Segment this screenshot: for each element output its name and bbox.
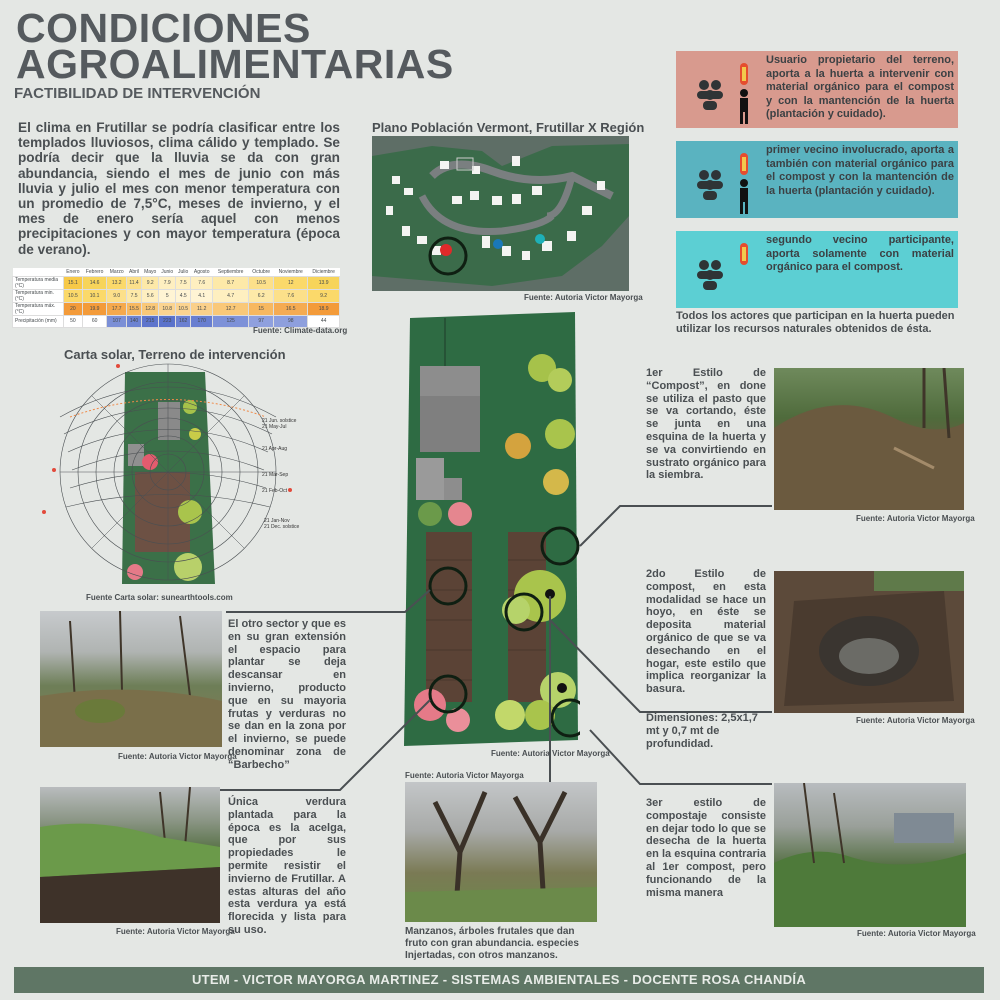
- people-group-icon: [684, 149, 762, 217]
- table-cell: 5.6: [142, 290, 159, 303]
- people-group-icon: [684, 59, 762, 127]
- table-cell: 10.5: [249, 277, 274, 290]
- table-cell: 7.9: [159, 277, 176, 290]
- table-cell: 15.5: [126, 303, 141, 316]
- manzanos-source: Fuente: Autoria Victor Mayorga: [405, 771, 524, 780]
- table-cell: 44: [308, 316, 340, 328]
- table-cell: 12.8: [142, 303, 159, 316]
- table-row: [13, 290, 340, 303]
- solar-chart-source: Fuente Carta solar: sunearthtools.com: [86, 593, 233, 602]
- table-row: [13, 277, 340, 290]
- table-cell: 11.4: [126, 277, 141, 290]
- table-cell: 6.2: [249, 290, 274, 303]
- title-line-2: AGROALIMENTARIAS: [16, 41, 454, 87]
- compost-2-source: Fuente: Autoria Victor Mayorga: [856, 716, 975, 725]
- month-header: Septiembre: [213, 268, 249, 277]
- compost-1-photo: [774, 368, 964, 510]
- acelga-source: Fuente: Autoria Victor Mayorga: [116, 927, 235, 936]
- table-cell: 170: [191, 316, 213, 328]
- table-cell: 4.5: [176, 290, 191, 303]
- actor-neighbor1-text: primer vecino involucrado, aporta a también con material orgánico para el compost y con la mantención de la huerta (plantación y cuidado).: [766, 144, 954, 197]
- table-cell: 10.1: [82, 290, 107, 303]
- table-cell: 11.2: [191, 303, 213, 316]
- actor-owner-text: Usuario propietario del terreno, aporta a la huerta a intervenir con material orgánico para el compost y con la mantención de la huerta (plantación y cuidado).: [766, 54, 954, 121]
- table-cell: 98: [274, 316, 308, 328]
- table-cell: 10.5: [64, 290, 83, 303]
- table-cell: 12.7: [213, 303, 249, 316]
- compost-2-photo: [774, 571, 964, 713]
- manzanos-text: Manzanos, árboles frutales que dan fruto con gran abundancia. especies Injertadas, con otros manzanos.: [405, 926, 579, 961]
- month-header: Mayo: [142, 268, 159, 277]
- solar-site-roof: [158, 402, 180, 440]
- table-cell: 7.5: [176, 277, 191, 290]
- climate-table-wrapper: [12, 268, 340, 328]
- barbecho-photo: [40, 611, 222, 747]
- compost-1-text: 1er Estilo de “Compost”, en done se utiliza el pasto que se va cortando, éste se junta en una esquina de la huerta y se va convirtiendo en sustrato orgánico para la siembra.: [646, 367, 766, 482]
- month-header: Diciembre: [308, 268, 340, 277]
- table-cell: 15.1: [64, 277, 83, 290]
- table-cell: 15: [249, 303, 274, 316]
- neighborhood-map: [372, 136, 629, 291]
- month-header: Enero: [64, 268, 83, 277]
- barbecho-source: Fuente: Autoria Victor Mayorga: [118, 752, 237, 761]
- table-cell: 97: [249, 316, 274, 328]
- climate-table: [12, 268, 340, 328]
- row-label: Precipitación (mm): [13, 316, 64, 328]
- table-corner: [13, 268, 64, 277]
- compost-3-text: 3er estilo de compostaje consiste en dejar todo lo que se desecha de la huerta en la esquina contraria al 1er compost, pero funcionando de la misma manera: [646, 797, 766, 899]
- table-cell: 107: [107, 316, 127, 328]
- solar-label-3: 21 Apr-Aug: [262, 446, 288, 452]
- actor-card-owner: [676, 51, 958, 128]
- table-cell: 20: [64, 303, 83, 316]
- table-cell: 140: [126, 316, 141, 328]
- solar-label-1: 21 Jun. solstice: [262, 418, 297, 424]
- apple-core-icon: [740, 243, 748, 265]
- solar-label-5: 21 Feb-Oct: [262, 488, 288, 494]
- people-group-icon: [684, 239, 762, 307]
- table-cell: 9.0: [107, 290, 127, 303]
- climate-table-source: Fuente: Climate-data.org: [253, 326, 348, 335]
- plan-source: Fuente: Autoria Victor Mayorga: [491, 749, 610, 758]
- actor-card-neighbor-2: [676, 231, 958, 308]
- month-header: Abril: [126, 268, 141, 277]
- table-cell: 7.6: [191, 277, 213, 290]
- table-cell: 14.6: [82, 277, 107, 290]
- actor-neighbor2-text: segundo vecino participante, aporta solamente con material orgánico para el compost.: [766, 234, 954, 274]
- table-cell: 9.2: [308, 290, 340, 303]
- row-label: Temperatura min. (°C): [13, 290, 64, 303]
- manzanos-photo: [405, 782, 597, 922]
- site-plan: [400, 310, 580, 750]
- table-cell: 12: [274, 277, 308, 290]
- table-cell: 60: [82, 316, 107, 328]
- poster-title: [16, 5, 454, 87]
- table-cell: 10.5: [176, 303, 191, 316]
- map-source: Fuente: Autoria Victor Mayorga: [524, 293, 643, 302]
- compost-2-text: 2do Estilo de compost, en esta modalidad se hace un hoyo, en éste se deposita material orgánico de que se va desechando en el hogar, este estilo que implica reorganizar la basura.: [646, 568, 766, 696]
- table-cell: 9.2: [142, 277, 159, 290]
- actors-summary: Todos los actores que participan en la huerta pueden utilizar los recursos naturales obtenidos de ésta.: [676, 310, 955, 335]
- table-cell: 7.5: [126, 290, 141, 303]
- house-roof: [420, 366, 480, 396]
- table-cell: 125: [213, 316, 249, 328]
- table-cell: 215: [142, 316, 159, 328]
- table-cell: 10.8: [159, 303, 176, 316]
- map-title: Plano Población Vermont, Frutillar X Región: [372, 120, 645, 135]
- table-cell: 4.7: [213, 290, 249, 303]
- solar-label-7: 21 Dec. solstice: [264, 524, 300, 530]
- month-header: Julio: [176, 268, 191, 277]
- table-cell: 18.9: [308, 303, 340, 316]
- table-cell: 19.9: [82, 303, 107, 316]
- compost-2-dimensions: Dimensiones: 2,5x1,7 mt y 0,7 mt de profundidad.: [646, 712, 758, 750]
- table-cell: 162: [176, 316, 191, 328]
- table-cell: 50: [64, 316, 83, 328]
- solar-label-2: 21 May-Jul: [262, 424, 287, 430]
- row-label: Temperatura máx. (°C): [13, 303, 64, 316]
- table-cell: 223: [159, 316, 176, 328]
- table-cell: 13.2: [107, 277, 127, 290]
- acelga-photo: [40, 787, 220, 923]
- month-header: Marzo: [107, 268, 127, 277]
- table-cell: 5: [159, 290, 176, 303]
- climate-intro-text: El clima en Frutillar se podría clasificar entre los templados lluviosos, clima cálido y templado. Se podría decir que la lluvia se da con gran abundancia, siendo el mes de junio con más lluvia y julio el mes con menor temperatura con un promedio de 7,5°C, meses de invierno, y el mes de enero sería aquel con menos precipitaciones y con mayor temperatura (época de verano).: [18, 120, 340, 257]
- actor-card-neighbor-1: [676, 141, 958, 218]
- table-cell: 4.1: [191, 290, 213, 303]
- table-cell: 8.7: [213, 277, 249, 290]
- month-header: Agosto: [191, 268, 213, 277]
- solar-label-4: 21 Mar-Sep: [262, 472, 289, 478]
- barbecho-text: El otro sector y que es en su gran extensión el espacio para plantar se deja descansar en invierno, producto que en su mayoria frutas y verduras no se dan en la zona por el invierno, se puede denominar zona de “Barbecho”: [228, 618, 346, 771]
- table-row: [13, 303, 340, 316]
- title-line-1: CONDICIONES: [16, 5, 311, 51]
- apple-core-icon: [740, 63, 748, 85]
- table-cell: 17.7: [107, 303, 127, 316]
- apple-core-icon: [740, 153, 748, 175]
- row-label: Temperatura media (°C): [13, 277, 64, 290]
- compost-3-source: Fuente: Autoria Victor Mayorga: [857, 929, 976, 938]
- solar-chart: [40, 362, 340, 594]
- month-header: Febrero: [82, 268, 107, 277]
- gardener-icon: [740, 179, 748, 214]
- footer-credits: UTEM - VICTOR MAYORGA MARTINEZ - SISTEMAS AMBIENTALES - DOCENTE ROSA CHANDÍA: [14, 967, 984, 993]
- solar-chart-title: Carta solar, Terreno de intervención: [64, 347, 286, 362]
- poster-subtitle: FACTIBILIDAD DE INTERVENCIÓN: [14, 85, 261, 102]
- month-header: Junio: [159, 268, 176, 277]
- table-cell: 16.5: [274, 303, 308, 316]
- table-cell: 7.6: [274, 290, 308, 303]
- month-header: Octubre: [249, 268, 274, 277]
- gardener-icon: [740, 89, 748, 124]
- solar-label-6: 21 Jan-Nov: [264, 518, 290, 524]
- table-cell: 13.9: [308, 277, 340, 290]
- month-header: Noviembre: [274, 268, 308, 277]
- shed-roof: [416, 458, 444, 500]
- acelga-text: Única verdura plantada para la época es la acelga, que por sus propiedades le permite resistir el invierno de Frutillar. A estas alturas del año esta verdura ya está florecida y lista para su uso.: [228, 796, 346, 936]
- compost-3-photo: [774, 783, 966, 927]
- compost-1-source: Fuente: Autoria Victor Mayorga: [856, 514, 975, 523]
